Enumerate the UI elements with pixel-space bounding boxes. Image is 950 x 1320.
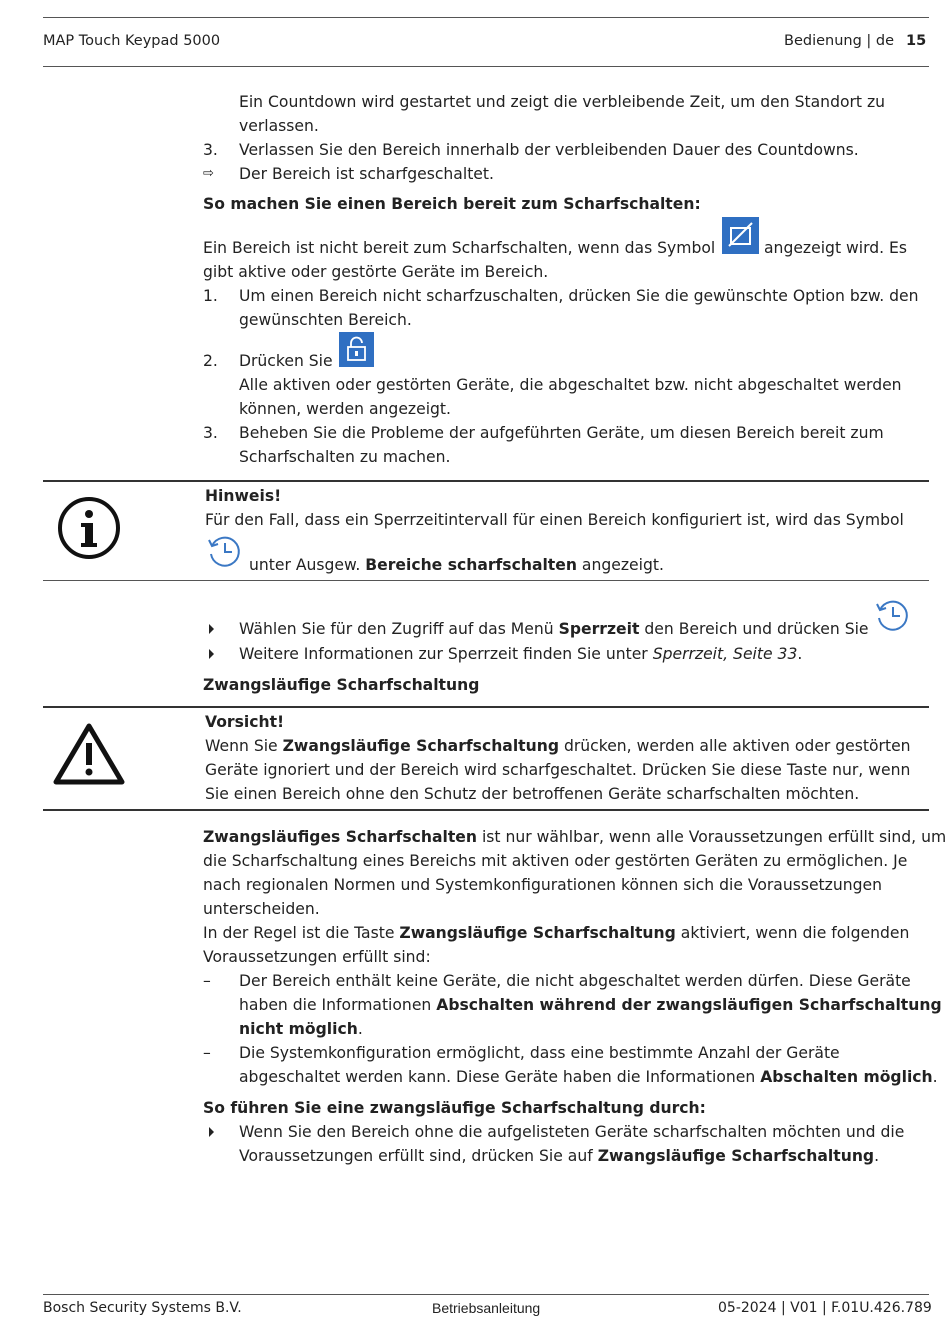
step-number: 2. bbox=[203, 352, 218, 370]
body-text: . bbox=[357, 1020, 363, 1038]
bullet-arrow-icon bbox=[209, 624, 214, 634]
step-2-line-1: Drücken Sie bbox=[239, 352, 333, 370]
info-label: nicht möglich bbox=[239, 1020, 358, 1038]
forced-arming-heading: Zwangsläufige Scharfschaltung bbox=[203, 676, 480, 694]
body-text: aktiviert, wenn die folgenden bbox=[680, 924, 910, 942]
step-1-line-2: gewünschten Bereich. bbox=[239, 311, 412, 329]
ready-para-1b: angezeigt wird. Es bbox=[764, 239, 908, 257]
cross-reference-link[interactable]: Sperrzeit, Seite 33 bbox=[652, 645, 798, 663]
step-number: 1. bbox=[203, 287, 218, 305]
history-clock-icon bbox=[206, 533, 242, 569]
body-line-4: unterscheiden. bbox=[203, 900, 320, 918]
body-text: In der Regel ist die Taste bbox=[203, 924, 395, 942]
step-number: 3. bbox=[203, 141, 218, 159]
ready-heading: So machen Sie einen Bereich bereit zum Scharfschalten: bbox=[203, 195, 701, 213]
bullet-text: Wählen Sie für den Zugriff auf das Menü bbox=[239, 620, 554, 638]
bullet-2 bbox=[239, 642, 802, 666]
not-ready-icon bbox=[722, 217, 759, 254]
header-title: MAP Touch Keypad 5000 bbox=[43, 33, 221, 49]
ready-para-1c: gibt aktive oder gestörte Geräte im Bereich. bbox=[203, 263, 549, 281]
caution-text: Wenn Sie bbox=[205, 737, 278, 755]
procedure-line-2 bbox=[239, 1144, 879, 1168]
warning-icon bbox=[52, 721, 126, 787]
term: Zwangsläufiges Scharfschalten bbox=[203, 828, 477, 846]
body-line-2: die Scharfschaltung eines Bereichs mit aktiven oder gestörten Geräten zu ermöglichen. Je bbox=[203, 852, 908, 870]
caution-line-3: Sie einen Bereich ohne den Schutz der betroffenen Geräte scharfschalten möchten. bbox=[205, 785, 860, 803]
header-page-number: 15 bbox=[906, 33, 927, 49]
note-top-rule bbox=[43, 480, 929, 482]
ready-para-1a: Ein Bereich ist nicht bereit zum Scharfschalten, wenn das Symbol bbox=[203, 239, 716, 257]
body-text: Voraussetzungen erfüllt sind, drücken Sie auf bbox=[239, 1147, 593, 1165]
footer-document-type: Betriebsanleitung bbox=[432, 1300, 541, 1316]
body-line-3: nach regionalen Normen und Systemkonfigurationen können sich die Voraussetzungen bbox=[203, 876, 882, 894]
note-title: Hinweis! bbox=[205, 487, 282, 505]
bullet-text: . bbox=[797, 645, 803, 663]
dash-marker: – bbox=[203, 972, 211, 990]
dash-item-2-line-1: Die Systemkonfiguration ermöglicht, dass eine bestimmte Anzahl der Geräte bbox=[239, 1044, 840, 1062]
unlock-icon bbox=[339, 332, 374, 367]
step-2-line-2: Alle aktiven oder gestörten Geräte, die abgeschaltet bzw. nicht abgeschaltet werden bbox=[239, 376, 902, 394]
caution-top-rule bbox=[43, 706, 929, 708]
procedure-line-1: Wenn Sie den Bereich ohne die aufgelisteten Geräte scharfschalten möchten und die bbox=[239, 1123, 905, 1141]
note-emphasis: Bereiche scharfschalten bbox=[365, 556, 577, 574]
footer-company: Bosch Security Systems B.V. bbox=[43, 1300, 242, 1316]
body-text: abgeschaltet werden kann. Diese Geräte haben die Informationen bbox=[239, 1068, 756, 1086]
menu-name: Sperrzeit bbox=[558, 620, 640, 638]
header-bottom-rule bbox=[43, 66, 929, 67]
header-top-rule bbox=[43, 17, 929, 18]
info-label: Abschalten während der zwangsläufigen Scharfschaltung bbox=[436, 996, 942, 1014]
dash-item-1-line-1: Der Bereich enthält keine Geräte, die nicht abgeschaltet werden dürfen. Diese Geräte bbox=[239, 972, 911, 990]
caution-title: Vorsicht! bbox=[205, 713, 285, 731]
countdown-line-2: verlassen. bbox=[239, 117, 319, 135]
bullet-arrow-icon bbox=[209, 1127, 214, 1137]
bullet-1 bbox=[239, 617, 869, 641]
caution-bottom-rule bbox=[43, 809, 929, 811]
dash-item-2-line-2 bbox=[239, 1065, 938, 1089]
step-1-line-1: Um einen Bereich nicht scharfzuschalten, drücken Sie die gewünschte Option bzw. den bbox=[239, 287, 919, 305]
note-bottom-rule bbox=[43, 580, 929, 581]
result-arrow-icon: ⇨ bbox=[203, 166, 214, 181]
countdown-line-1: Ein Countdown wird gestartet und zeigt die verbleibende Zeit, um den Standort zu bbox=[239, 93, 886, 111]
bullet-text: Weitere Informationen zur Sperrzeit finden Sie unter bbox=[239, 645, 648, 663]
header-section: Bedienung | de bbox=[784, 33, 895, 49]
body-text: ist nur wählbar, wenn alle Voraussetzungen erfüllt sind, um bbox=[481, 828, 947, 846]
bullet-text: den Bereich und drücken Sie bbox=[644, 620, 869, 638]
dash-item-1-line-3 bbox=[239, 1017, 363, 1041]
step-3-line-2: Scharfschalten zu machen. bbox=[239, 448, 451, 466]
step-3-line-1: Beheben Sie die Probleme der aufgeführten Geräte, um diesen Bereich bereit zum bbox=[239, 424, 884, 442]
caution-line-2: Geräte ignoriert und der Bereich wird scharfgeschaltet. Drücken Sie diese Taste nur, wenn bbox=[205, 761, 911, 779]
bullet-arrow-icon bbox=[209, 649, 214, 659]
info-label: Abschalten möglich bbox=[760, 1068, 933, 1086]
step-2-line-3: können, werden angezeigt. bbox=[239, 400, 452, 418]
button-name: Zwangsläufige Scharfschaltung bbox=[597, 1147, 875, 1165]
note-line-2 bbox=[249, 553, 664, 577]
footer-rule bbox=[43, 1294, 929, 1295]
result-text: Der Bereich ist scharfgeschaltet. bbox=[239, 165, 494, 183]
info-icon bbox=[57, 496, 121, 560]
footer-version: 05-2024 | V01 | F.01U.426.789 bbox=[718, 1300, 932, 1316]
body-line-1 bbox=[203, 825, 946, 849]
body-line-5 bbox=[203, 921, 909, 945]
procedure-heading: So führen Sie eine zwangsläufige Scharfschaltung durch: bbox=[203, 1099, 706, 1117]
step-text: Verlassen Sie den Bereich innerhalb der verbleibenden Dauer des Countdowns. bbox=[239, 141, 859, 159]
body-text: haben die Informationen bbox=[239, 996, 432, 1014]
button-name: Zwangsläufige Scharfschaltung bbox=[399, 924, 676, 942]
note-line-1: Für den Fall, dass ein Sperrzeitintervall für einen Bereich konfiguriert ist, wird das Symbol bbox=[205, 511, 904, 529]
dash-marker: – bbox=[203, 1044, 211, 1062]
body-line-6: Voraussetzungen erfüllt sind: bbox=[203, 948, 431, 966]
note-text: angezeigt. bbox=[581, 556, 664, 574]
body-text: . bbox=[932, 1068, 938, 1086]
caution-line-1 bbox=[205, 734, 911, 758]
note-text: unter Ausgew. bbox=[249, 556, 361, 574]
caution-text: drücken, werden alle aktiven oder gestörten bbox=[563, 737, 911, 755]
button-name: Zwangsläufige Scharfschaltung bbox=[282, 737, 559, 755]
step-number: 3. bbox=[203, 424, 218, 442]
dash-item-1-line-2 bbox=[239, 993, 942, 1017]
history-clock-icon bbox=[874, 597, 910, 633]
body-text: . bbox=[874, 1147, 880, 1165]
